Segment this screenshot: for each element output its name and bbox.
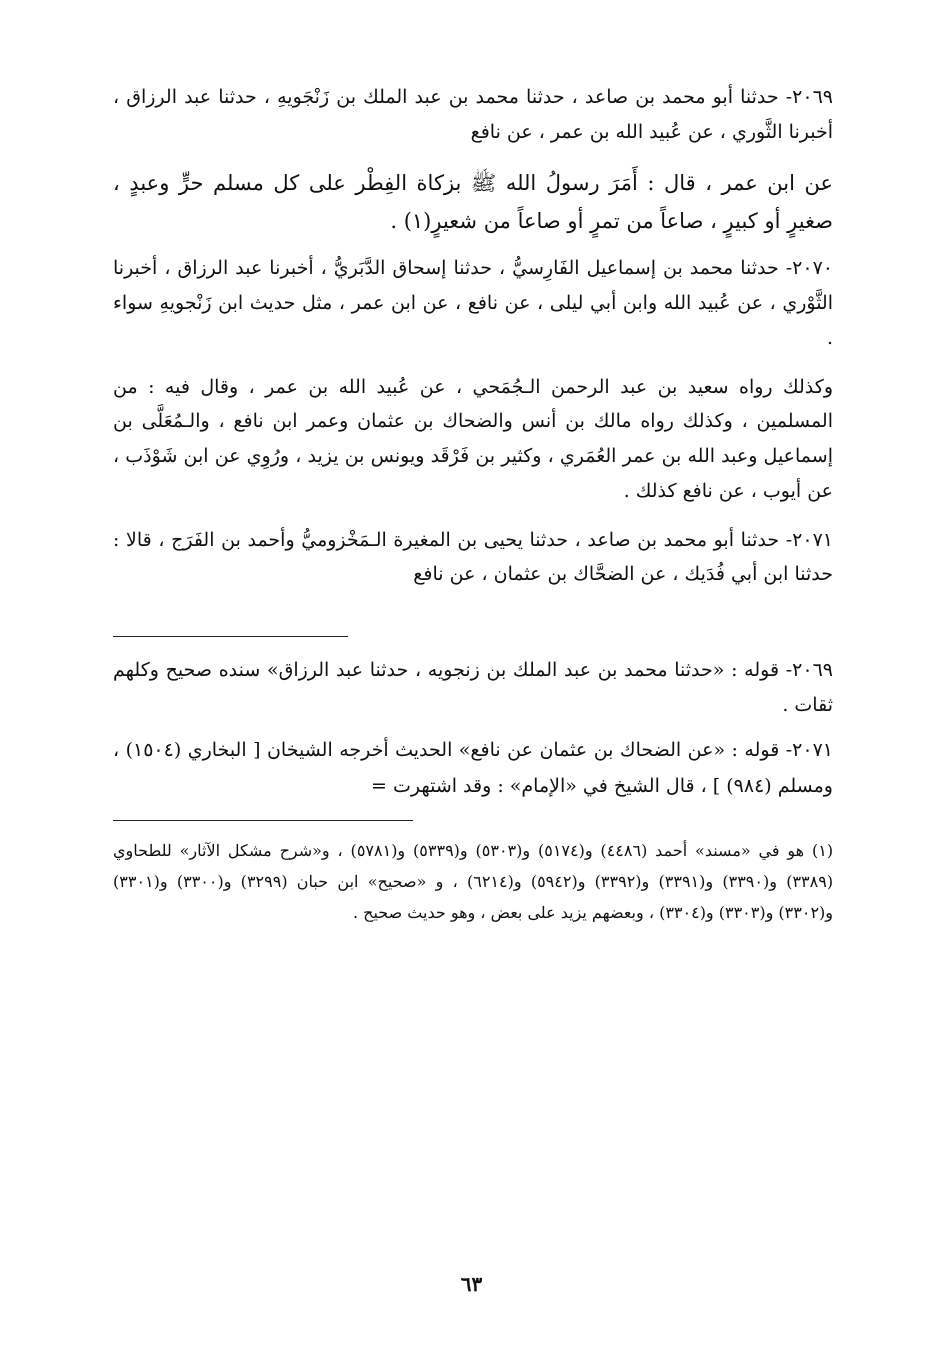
hadith-2069-isnad: ٢٠٦٩- حدثنا أبو محمد بن صاعد ، حدثنا محمد بن عبد الملك بن زَنْجَويهِ ، حدثنا عبد الرزاق ، أخبرنا الثَّوري ، عن عُبيد الله بن عمر ، عن نافع — [113, 86, 833, 143]
commentary-2071: ٢٠٧١- قوله : «عن الضحاك بن عثمان عن نافع» الحديث أخرجه الشيخان [ البخاري (١٥٠٤) ، ومسلم (٩٨٤) ] ، قال الشيخ في «الإمام» : وقد اشتهرت = — [113, 739, 833, 797]
commentary-divider — [113, 636, 348, 637]
narration-note: وكذلك رواه سعيد بن عبد الرحمن الـجُمَحي ، عن عُبيد الله بن عمر ، وقال فيه : من المسلمين ، وكذلك رواه مالك بن أنس والضحاك بن عثمان وعمر ابن نافع ، والـمُعَلَّى بن إسماعيل وعبد الله بن عمر العُمَري ، وكثير بن فَرْقَد ويونس بن يزيد ، ورُوِي عن ابن شَوْذَب ، عن أيوب ، عن نافع كذلك . — [113, 375, 834, 502]
hadith-2070: ٢٠٧٠- حدثنا محمد بن إسماعيل الفَارِسيُّ ، حدثنا إسحاق الدَّبَريُّ ، أخبرنا عبد الرزاق ، أخبرنا الثَّوْري ، عن عُبيد الله وابن أبي ليلى ، عن نافع ، عن ابن عمر ، مثل حديث ابن زَنْجويهِ سواء . — [113, 257, 833, 349]
footnote-divider — [113, 820, 413, 821]
page-content — [113, 80, 833, 928]
commentary-2069: ٢٠٦٩- قوله : «حدثنا محمد بن عبد الملك بن زنجويه ، حدثنا عبد الرزاق» سنده صحيح وكلهم ثقات . — [113, 659, 833, 717]
footnote-1: (١) هو في «مسند» أحمد (٤٤٨٦) و(٥١٧٤) و(٥٣٠٣) و(٥٣٣٩) و(٥٧٨١) ، و«شرح مشكل الآثار» للطحاوي (٣٣٨٩) و(٣٣٩٠) و(٣٣٩١) و(٣٣٩٢) و(٥٩٤٢) و(٦٢١٤) ، و «صحيح» ابن حبان (٣٢٩٩) و(٣٣٠٠) و(٣٣٠١) و(٣٣٠٢) و(٣٣٠٣) و(٣٣٠٤) ، وبعضهم يزيد على بعض ، وهو حديث صحيح . — [113, 840, 834, 923]
hadith-2071-isnad: ٢٠٧١- حدثنا أبو محمد بن صاعد ، حدثنا يحيى بن المغيرة الـمَخْزوميُّ وأحمد بن الفَرَج ، قالا : حدثنا ابن أبي فُدَيك ، عن الضحَّاك بن عثمان ، عن نافع — [113, 528, 833, 586]
hadith-2069-text: عن ابن عمر ، قال : أَمَرَ رسولُ الله ﷺ بزكاة الفِطْر على كل مسلم حرٍّ وعبدٍ ، صغيرٍ أو كبيرٍ ، صاعاً من تمرٍ أو صاعاً من شعيرٍ(١) . — [113, 170, 833, 234]
page-number: ٦٣ — [460, 1272, 483, 1296]
